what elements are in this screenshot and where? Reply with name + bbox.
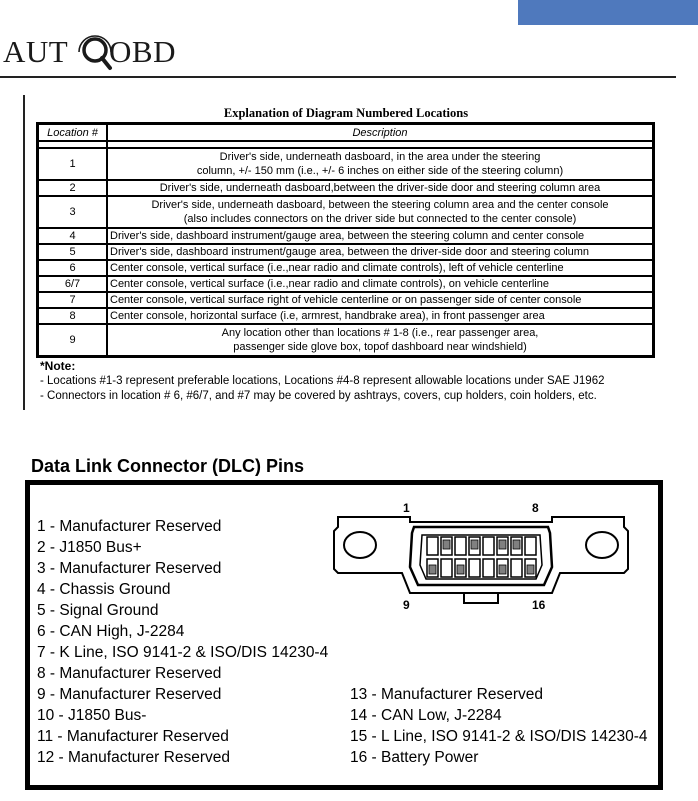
pin-label-1: 1 <box>403 501 410 515</box>
pin-label-9: 9 <box>403 598 410 612</box>
logo-text-left: AUT <box>3 34 69 69</box>
pin-item: 1 - Manufacturer Reserved <box>37 518 222 535</box>
pin-item: 15 - L Line, ISO 9141-2 & ISO/DIS 14230-4 <box>350 728 648 745</box>
header-location: Location # <box>38 124 107 141</box>
location-description: Driver's side, dashboard instrument/gauge area, between the steering column and center console <box>107 228 653 244</box>
table-row <box>38 228 653 244</box>
location-number: 7 <box>38 292 107 308</box>
pin-item: 6 - CAN High, J-2284 <box>37 623 185 640</box>
table-title: Explanation of Diagram Numbered Locations <box>223 106 469 120</box>
location-number: 6/7 <box>38 276 107 292</box>
dlc-section-title: Data Link Connector (DLC) Pins <box>31 456 305 476</box>
table-row <box>38 324 653 356</box>
pin-slot-3 <box>455 537 466 555</box>
autoobd-logo <box>3 28 176 76</box>
table-row <box>38 308 653 324</box>
logo-text-right: OBD <box>109 34 176 69</box>
location-number: 1 <box>38 148 107 180</box>
margin-line <box>23 95 25 410</box>
header-accent-bar <box>518 0 698 25</box>
pin-item: 11 - Manufacturer Reserved <box>37 728 229 745</box>
location-description: Any location other than locations # 1-8 (i.e., rear passenger area, passenger side glove box, topof dashboard near windshield) <box>107 324 653 356</box>
location-number: 5 <box>38 244 107 260</box>
pin-contact-9 <box>429 565 436 574</box>
location-description: Center console, vertical surface (i.e.,near radio and climate controls), left of vehicle centerline <box>107 260 653 276</box>
pin-item: 13 - Manufacturer Reserved <box>350 686 543 703</box>
pin-contact-2 <box>443 540 450 549</box>
note-block <box>40 359 604 404</box>
note-line: - Connectors in location # 6, #6/7, and #7 may be covered by ashtrays, covers, cup holders, coin holders, etc. <box>40 390 597 402</box>
pin-item: 4 - Chassis Ground <box>37 581 171 598</box>
pin-label-8: 8 <box>532 501 539 515</box>
table-row <box>38 244 653 260</box>
location-number: 2 <box>38 180 107 196</box>
table-row <box>38 180 653 196</box>
pin-item: 8 - Manufacturer Reserved <box>37 665 222 682</box>
location-description: Center console, vertical surface (i.e.,near radio and climate controls), on vehicle centerline <box>107 276 653 292</box>
pin-item: 12 - Manufacturer Reserved <box>37 749 230 766</box>
pin-contact-7 <box>513 540 520 549</box>
location-description: Driver's side, dashboard instrument/gauge area, between the driver-side door and steering column <box>107 244 653 260</box>
pin-item: 16 - Battery Power <box>350 749 479 766</box>
pin-contact-16 <box>527 565 534 574</box>
location-number: 3 <box>38 196 107 228</box>
table-header-row <box>38 124 653 141</box>
pin-slot-13 <box>483 559 494 577</box>
pin-slot-12 <box>469 559 480 577</box>
table-row <box>38 276 653 292</box>
location-number: 8 <box>38 308 107 324</box>
pin-item: 3 - Manufacturer Reserved <box>37 560 222 577</box>
location-number: 9 <box>38 324 107 356</box>
table-row <box>38 196 653 228</box>
location-description: Driver's side, underneath dasboard,between the driver-side door and steering column area <box>107 180 653 196</box>
note-line: - Locations #1-3 represent preferable locations, Locations #4-8 represent allowable locations under SAE J1962 <box>40 375 605 387</box>
pin-item: 10 - J1850 Bus- <box>37 707 147 724</box>
pin-slot-5 <box>483 537 494 555</box>
header-divider <box>0 76 676 78</box>
obd-connector-diagram <box>330 497 632 627</box>
location-description: Driver's side, underneath dasboard, between the steering column area and the center console (also includes connectors on the driver side but connected to the center console) <box>107 196 653 228</box>
dlc-pins-panel <box>25 480 663 790</box>
note-label: *Note: <box>40 359 76 373</box>
location-description: Driver's side, underneath dasboard, in the area under the steering column, +/- 150 mm (i.e., +/- 6 inches on either side of the steering column) <box>107 148 653 180</box>
table-row <box>38 292 653 308</box>
pin-item: 7 - K Line, ISO 9141-2 & ISO/DIS 14230-4 <box>37 644 329 661</box>
location-description: Center console, horizontal surface (i.e, armrest, handbrake area), in front passenger area <box>107 308 653 324</box>
location-description: Center console, vertical surface right of vehicle centerline or on passenger side of center console <box>107 292 653 308</box>
pin-contact-11 <box>457 565 464 574</box>
pin-contact-14 <box>499 565 506 574</box>
table-row <box>38 148 653 180</box>
header-description: Description <box>107 124 653 141</box>
pin-item: 5 - Signal Ground <box>37 602 159 619</box>
pin-label-16: 16 <box>532 598 546 612</box>
pin-list-left <box>37 516 328 768</box>
pin-list-right <box>350 684 648 768</box>
pin-contact-4 <box>471 540 478 549</box>
pin-item: 9 - Manufacturer Reserved <box>37 686 222 703</box>
table-row <box>38 260 653 276</box>
pin-slot-10 <box>441 559 452 577</box>
pin-slot-15 <box>511 559 522 577</box>
pin-contact-6 <box>499 540 506 549</box>
pin-slot-8 <box>525 537 536 555</box>
location-number: 4 <box>38 228 107 244</box>
pin-slot-1 <box>427 537 438 555</box>
pin-item: 14 - CAN Low, J-2284 <box>350 707 502 724</box>
locations-table <box>36 122 655 358</box>
location-number: 6 <box>38 260 107 276</box>
pin-item: 2 - J1850 Bus+ <box>37 539 142 556</box>
